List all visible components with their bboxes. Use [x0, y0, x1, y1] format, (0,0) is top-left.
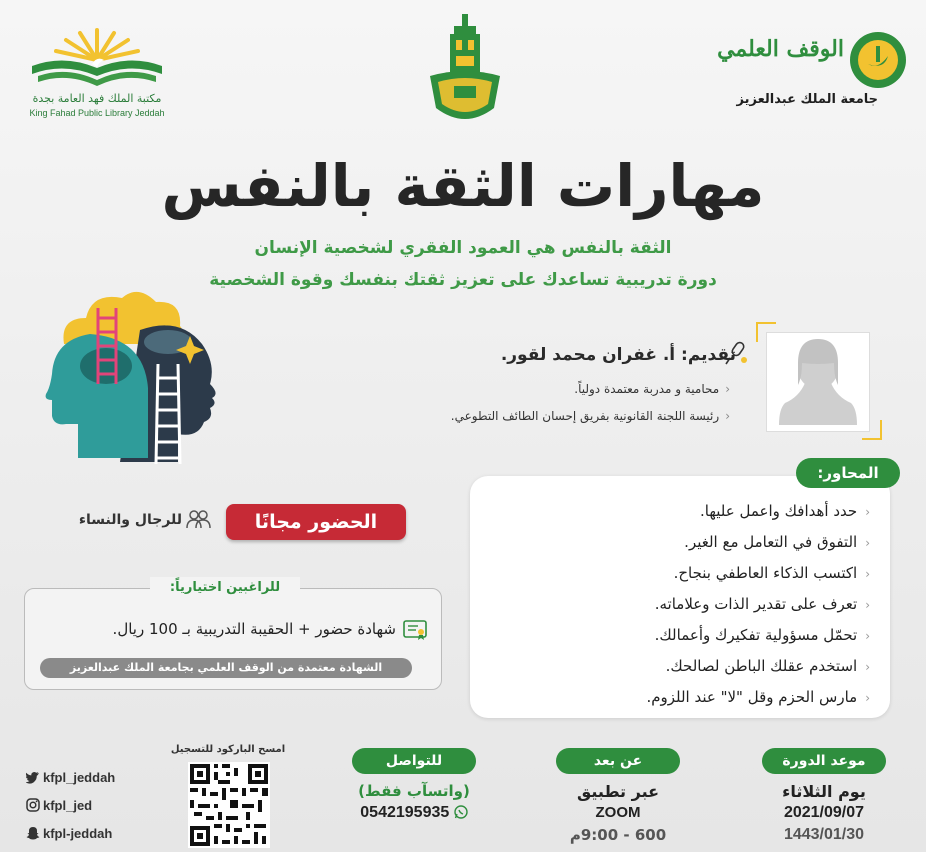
phone-row[interactable]: [344, 804, 484, 822]
subtitle-1: الثقة بالنفس هي العمود الفقري لشخصية الإنسان: [254, 238, 672, 258]
certificate-note: الشهادة معتمدة من الوقف العلمي بجامعة الملك عبدالعزيز: [40, 658, 412, 678]
presenter-name: تقديم: أ. غفران محمد لقور.: [500, 345, 736, 365]
phone-number[interactable]: 0542195935: [360, 804, 450, 821]
axes-item: [480, 682, 870, 713]
axes-item: [480, 651, 870, 682]
chevron-left-icon: ‹: [865, 536, 870, 550]
audience-text: للرجال والنساء: [78, 512, 182, 528]
chevron-left-icon: ‹: [725, 382, 730, 396]
free-attendance-badge: الحضور مجانًا: [226, 504, 406, 540]
certificate-icon: [402, 618, 428, 642]
date-label: موعد الدورة: [762, 748, 886, 774]
social-twitter[interactable]: [26, 770, 115, 785]
via-text: عبر تطبيق: [576, 782, 660, 801]
people-icon: [184, 508, 212, 530]
chevron-left-icon: ‹: [865, 660, 870, 674]
chevron-left-icon: ‹: [865, 567, 870, 581]
subtitle-2: دورة تدريبية تساعدك على تعزيز ثقتك بنفسك وقوة الشخصية: [209, 270, 717, 290]
axes-box: [470, 476, 890, 718]
emblem-icon: [424, 12, 506, 130]
axes-item-text: استخدم عقلك الباطن لصالحك.: [665, 657, 858, 675]
contact-note: (واتسآب فقط): [358, 782, 470, 800]
instagram-icon: [26, 798, 40, 812]
chevron-left-icon: ‹: [865, 629, 870, 643]
axes-item-text: التفوق في التعامل مع الغير.: [684, 533, 858, 551]
snapchat-icon: [26, 826, 40, 840]
twitter-icon: [26, 770, 40, 784]
axes-item-text: حدد أهدافك واعمل عليها.: [700, 502, 858, 520]
presenter-bio-2-text: رئيسة اللجنة القانونية بفريق إحسان الطائف التطوعي.: [450, 409, 720, 423]
chevron-left-icon: ‹: [865, 691, 870, 705]
heads-ladder-icon: [44, 282, 254, 472]
chevron-left-icon: ‹: [865, 598, 870, 612]
university-emblem: [424, 12, 506, 130]
library-name-ar: مكتبة الملك فهد العامة بجدة: [32, 92, 162, 105]
whatsapp-icon: [454, 805, 468, 819]
date-gregorian: 2021/09/07: [783, 804, 865, 821]
presenter-bio-1-text: محامية و مدربة معتمدة دولياً.: [574, 382, 720, 396]
axes-item-text: اكتسب الذكاء العاطفي بنجاح.: [673, 564, 858, 582]
axes-label: المحاور:: [796, 458, 900, 488]
axes-item-text: مارس الحزم وقل "لا" عند اللزوم.: [646, 688, 858, 706]
instagram-handle[interactable]: kfpl_jed: [43, 798, 93, 813]
bottom-bar: [0, 753, 926, 852]
social-snapchat[interactable]: [26, 826, 112, 841]
snapchat-handle[interactable]: kfpl-jeddah: [43, 826, 113, 841]
axes-item: [480, 589, 870, 620]
chevron-left-icon: ‹: [725, 409, 730, 423]
library-name-en: King Fahad Public Library Jeddah: [29, 108, 165, 118]
presenter-avatar: [766, 332, 870, 432]
contact-label: للتواصل: [352, 748, 476, 774]
time-text: 600 - 9:00م: [569, 826, 667, 844]
person-silhouette-icon: [767, 333, 869, 431]
certificate-text: شهادة حضور + الحقيبة التدريبية بـ 100 ريال.: [112, 620, 396, 638]
waqf-logo: [717, 30, 908, 118]
axes-item: [480, 558, 870, 589]
day-text: يوم الثلاثاء: [782, 782, 866, 801]
axes-item-text: تحمّل مسؤولية تفكيرك وأعمالك.: [654, 626, 858, 644]
heads-illustration: [44, 282, 254, 472]
axes-list: [480, 496, 870, 713]
open-book-icon: [22, 26, 172, 92]
qr-code-icon: [188, 762, 270, 848]
date-hijri: 1443/01/30: [783, 826, 865, 843]
qr-label: امسح الباركود للتسجيل: [170, 744, 286, 755]
axes-item: [480, 527, 870, 558]
chevron-left-icon: ‹: [865, 505, 870, 519]
waqf-name: الوقف العلمي: [717, 36, 844, 62]
axes-item: [480, 620, 870, 651]
remote-label: عن بعد: [556, 748, 680, 774]
university-name: جامعة الملك عبدالعزيز: [736, 92, 878, 107]
waqf-circle-icon: [848, 30, 908, 90]
axes-item: [480, 496, 870, 527]
social-instagram[interactable]: [26, 798, 92, 813]
presenter-bio-2: [451, 409, 730, 423]
presenter-photo-frame: [756, 322, 882, 440]
qr-code[interactable]: [188, 762, 270, 848]
optional-label: للراغبين اختيارياً:: [150, 577, 300, 599]
page-title: مهارات الثقة بالنفس: [161, 152, 765, 220]
app-text: ZOOM: [595, 804, 641, 821]
twitter-handle[interactable]: kfpl_jeddah: [43, 770, 116, 785]
library-logo: [22, 26, 172, 126]
axes-item-text: تعرف على تقدير الذات وعلاماته.: [654, 595, 858, 613]
presenter-bio-1: [574, 382, 730, 396]
